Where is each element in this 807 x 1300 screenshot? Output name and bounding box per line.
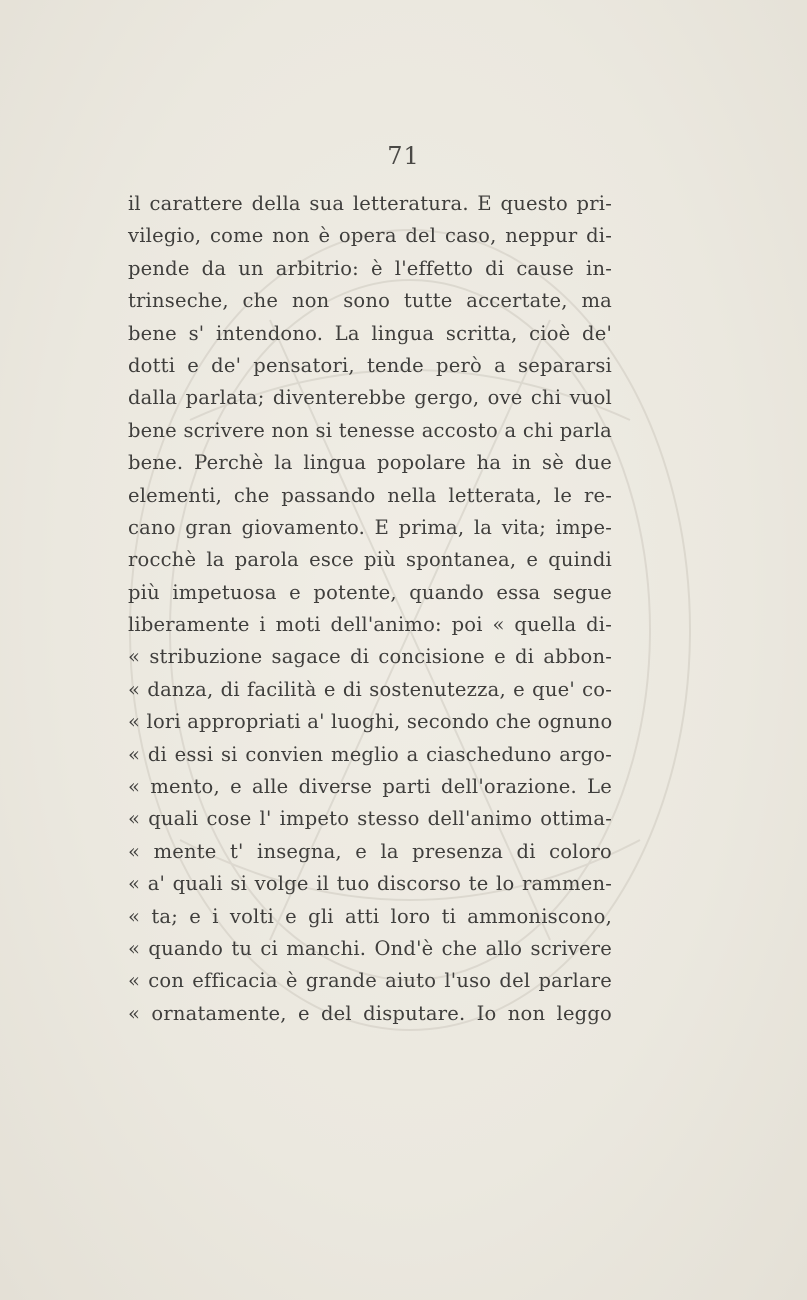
text-line: « con efficacia è grande aiuto l'uso del parlare: [128, 969, 612, 993]
text-line: bene scrivere non si tenesse accosto a chi parla: [128, 418, 612, 442]
text-line: « mento, e alle diverse parti dell'orazione. Le: [128, 775, 612, 799]
text-line: « mente t' insegna, e la presenza di coloro: [128, 839, 612, 863]
text-line: elementi, che passando nella letterata, le re-: [128, 483, 612, 507]
text-line: « stribuzione sagace di concisione e di abbon-: [128, 645, 612, 669]
text-line: bene. Perchè la lingua popolare ha in sè due: [128, 451, 612, 475]
text-line: dalla parlata; diventerebbe gergo, ove chi vuol: [128, 386, 612, 410]
text-line: « lori appropriati a' luoghi, secondo che ognuno: [128, 710, 613, 734]
text-line: dotti e de' pensatori, tende però a separarsi: [128, 353, 612, 377]
body-text: [128, 188, 612, 1030]
text-line: il carattere della sua letteratura. E questo pri-: [128, 192, 612, 215]
text-line: vilegio, come non è opera del caso, neppur di-: [128, 224, 612, 248]
page-number: 71: [387, 142, 420, 170]
text-line: « quali cose l' impeto stesso dell'animo ottima-: [128, 807, 612, 831]
text-line: trinseche, che non sono tutte accertate, ma: [128, 289, 612, 313]
text-line: « di essi si convien meglio a ciascheduno argo-: [128, 742, 612, 766]
text-line: « quando tu ci manchi. Ond'è che allo scrivere: [128, 936, 612, 960]
text-line: liberamente i moti dell'animo: poi « quella di-: [128, 613, 612, 637]
text-line: « ta; e i volti e gli atti loro ti ammoniscono,: [128, 904, 612, 928]
text-line: più impetuosa e potente, quando essa segue: [128, 580, 612, 604]
text-line: « ornatamente, e del disputare. Io non leggo: [128, 1001, 612, 1025]
text-line: rocchè la parola esce più spontanea, e quindi: [128, 548, 612, 572]
text-line: cano gran giovamento. E prima, la vita; impe-: [128, 515, 612, 539]
text-line: « a' quali si volge il tuo discorso te lo rammen-: [128, 872, 612, 896]
text-line: « danza, di facilità e di sostenutezza, e que' co-: [128, 677, 612, 701]
text-line: pende da un arbitrio: è l'effetto di cause in-: [128, 256, 612, 280]
text-line: bene s' intendono. La lingua scritta, cioè de': [128, 321, 612, 345]
